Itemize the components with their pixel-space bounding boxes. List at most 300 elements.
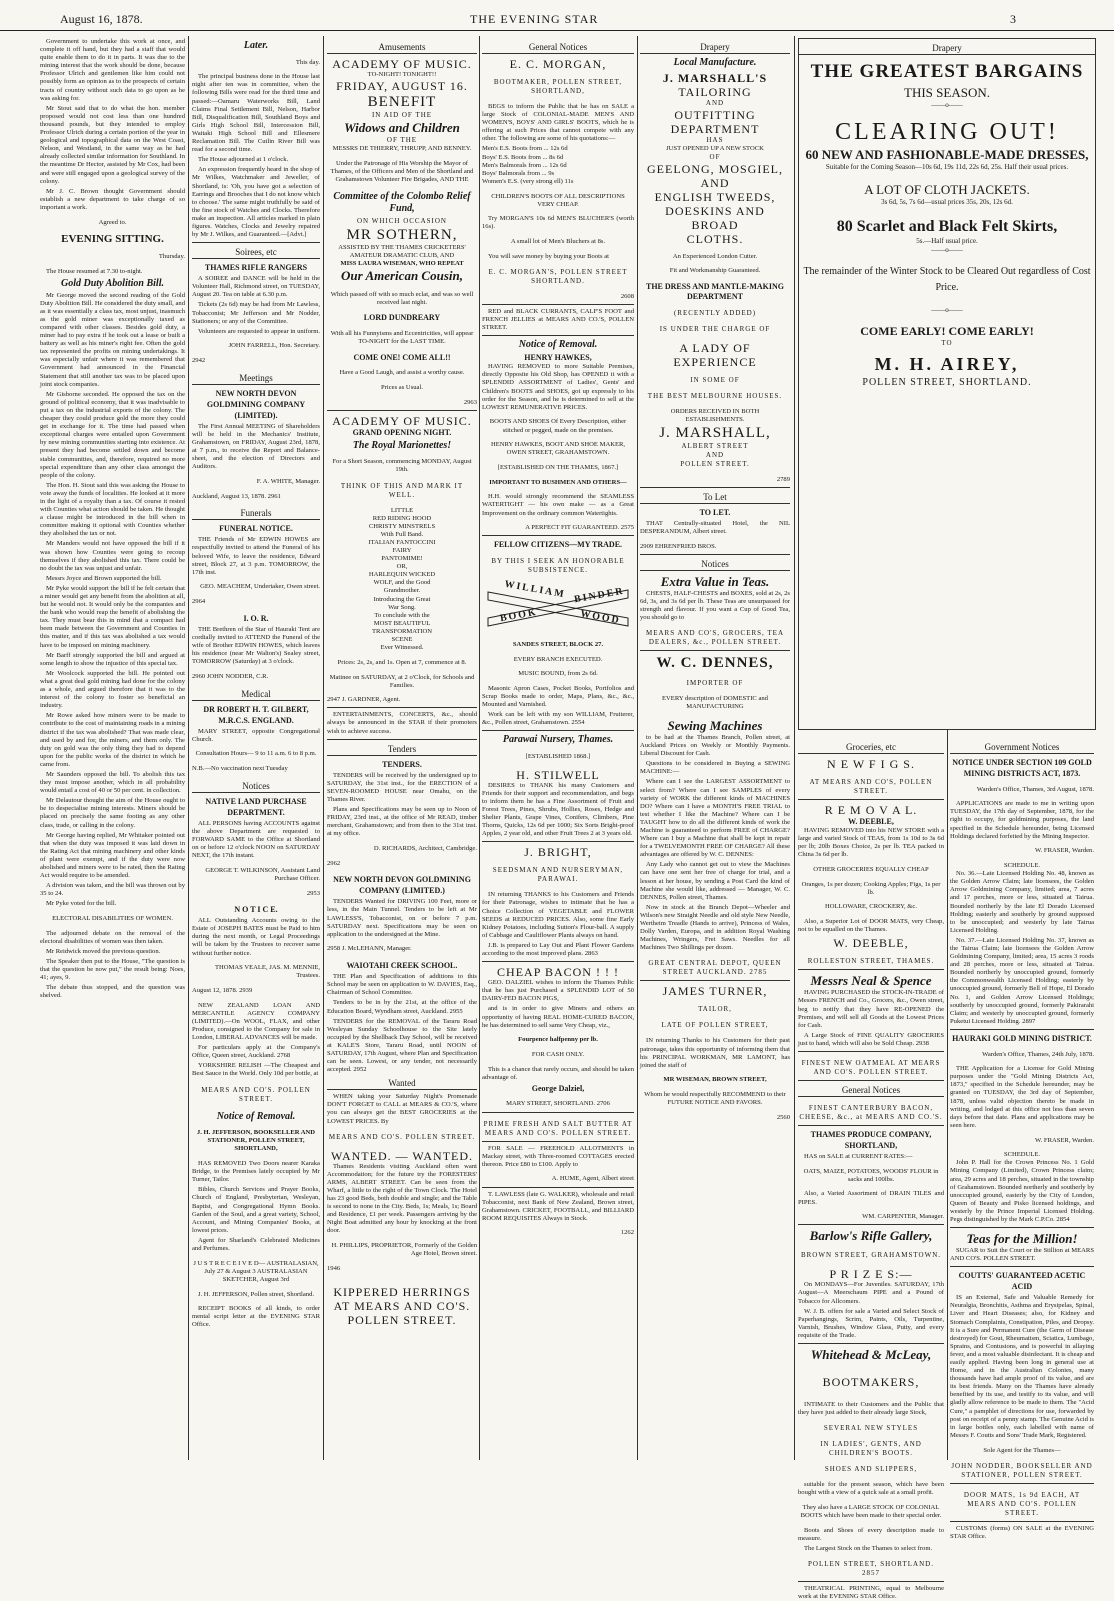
ad-heading: DR ROBERT H. T. GILBERT, M.R.C.S. ENGLAND. — [203, 704, 309, 725]
article-paragraph: Mr Woolcock supported the bill. He pointed out what a great deal gold mining had done for the colony as a whole, and argued therefore that it was to the interest of the colony to foster so beneficial an industry. — [40, 669, 185, 710]
ad-text: Volunteers are requested to appear in uniform. — [198, 327, 321, 335]
ad-signature: GEO. MEACHEM, Undertaker, Owen street. — [200, 583, 320, 591]
section-heading: Notices — [640, 558, 790, 571]
ad-heading: J. MARSHALL, — [659, 425, 771, 442]
ad-text: John P. Hall for the Crown Princess No. 1 Gold Mining Company (Limited), Crown Princess claim; area, 29 acres and 18 perches, situated in the township of Grahamstown. Bounded northerly and southerly by unoccupied ground, easterly by the City of London, Queen of Beauty and Pisko licensed holdings, and westerly by the Prince Imperial Licensed Holding. Pegs distinguished by the Mark C.P.Co. 2854 — [950, 1159, 1094, 1228]
ad-text: W. J. B. offers for sale a Varied and Select Stock of Paperhangings, Scrim, Paints, Oils, Turpentine, Varnish, Brushes, Window Glass, Putty, and every requisite of the Trade. — [798, 1308, 944, 1344]
column-rule — [323, 36, 324, 1460]
article-paragraph: Mr Reidwick moved the previous question. — [46, 947, 161, 955]
ad-heading: Notice of Removal. — [216, 1110, 296, 1122]
ad-text: YORKSHIRE RELISH —The Cheapest and Best Sauce in the World. Only 10d per bottle, at — [192, 1062, 320, 1078]
ad-text: TO-NIGHT! TONIGHT!! — [367, 71, 437, 78]
ad-heading: J. BRIGHT, — [524, 845, 592, 860]
ad-text: EVERY description of DOMESTIC and MANUFACTURING — [662, 695, 768, 711]
article-paragraph: Mr George having replied, Mr Whitaker pointed out that when the duty was imposed it was laid down in the Rating Act that mining machinery and other kinds of plant were exempt, and if the duty were now abolished and miners were to be rated, then the Rating Act would require to be amended. — [40, 831, 185, 880]
price-list-item: Men's E.S. Boots from ... 12s 6d — [482, 145, 568, 153]
ad-heading: THE GREATEST BARGAINS — [810, 61, 1084, 82]
amusements-column — [327, 38, 477, 1458]
ad-text: CHILDREN'S BOOTS OF ALL DESCRIPTIONS VERY CHEAP. — [491, 192, 625, 208]
ad-heading: TENDERS. — [382, 759, 422, 769]
ad-number: 2789 — [640, 476, 790, 488]
article-paragraph: Mr Saunders opposed the bill. To abolish this tax they must impose another, which in all probability would entail a cost of 40 or 50 per cent. in collection. — [40, 770, 185, 795]
ad-text: Any Lady who cannot get out to view the Machines can have one sent her free of charge for trial, and a lesson at her house, by sending a Post Card the kind of Machine she would like, addressed — Manager, W. C. DENNES, Pollen street, Thames. — [640, 861, 790, 901]
programme-item: Grandmother. — [383, 587, 421, 595]
ad-text: Fit and Workmanship Guaranteed. — [669, 267, 761, 275]
subheading: SCHEDULE. — [1003, 1151, 1041, 1159]
ad-text: OATS, MAIZE, POTATOES, WOODS' FLOUR in sacks and 100lbs. — [803, 1167, 939, 1183]
ad-text: For a Short Season, commencing MONDAY, August 19th. — [332, 458, 472, 474]
ad-signature: JOHN FARRELL, Hon. Secretary. — [228, 342, 320, 350]
ad-heading: TO LET. — [699, 507, 731, 517]
ad-text: [ESTABLISHED ON THE THAMES, 1867.] — [497, 463, 619, 471]
ad-number: 2560 — [776, 1113, 790, 1121]
article-paragraph: Mr Stout said that to do what the hon. member proposed would not cost less than one hundred thousand pounds, but they intended to employ Professor Ulrich during a certain portion of the year in geological and topographical data on the West Coast, Nelson, and Westland, in the same way as he had already collected similar information for Southland. In the meantime Dr Hector, assisted by Mr Cox, had been and were still engaged upon a geological survey of the colony. — [40, 104, 185, 185]
ad-heading: H. STILWELL — [516, 767, 600, 782]
price-list-item: Boys' E.S. Boots from ... 8s 6d — [482, 153, 564, 161]
ad-heading: W. C. DENNES, — [656, 655, 774, 672]
programme-item: ITALIAN FANTOCCINI — [368, 538, 436, 546]
section-heading: Drapery — [640, 41, 790, 54]
ad-text: J. H. JEFFERSON, BOOKSELLER AND STATIONER, POLLEN STREET, SHORTLAND, — [196, 1129, 316, 1153]
article-paragraph: Mr Rowe asked how miners were to be made to contribute to the cost of maintaining roads in a mining district if the tax was abolished? That was made clear, and used by and for, the miners, and them only. The duty on gold was the only thing they had to depend upon for the public works of the district in which he came from. — [40, 712, 185, 768]
ad-text: Matinee on SATURDAY, at 2 o'Clock, for Schools and Families. — [329, 673, 475, 689]
ad-heading: E. C. MORGAN, — [509, 57, 607, 71]
ad-heading: ACADEMY OF MUSIC. — [332, 413, 472, 428]
ribbon-text: BOOK — [499, 607, 539, 625]
ad-text: BOOTMAKERS, — [822, 1374, 920, 1389]
parliament-column — [40, 38, 185, 1458]
ad-heading: 80 Scarlet and Black Felt Skirts, — [836, 218, 1058, 235]
ad-text: IN LADIES', GENTS, AND CHILDREN'S BOOTS. — [820, 1440, 922, 1458]
ad-text: A LADY OF EXPERIENCE — [673, 341, 757, 370]
ad-heading: GRAND OPENING NIGHT. — [352, 427, 452, 437]
section-heading: EVENING SITTING. — [61, 233, 164, 246]
ad-text: Tickets (2s 6d) may be had from Mr Lawless, Tobacconist; Mr Jefferson and Mr Nodder, Stationers; or any of the Committee. — [192, 301, 320, 325]
ad-text: OUTFITTING — [674, 108, 756, 122]
article-paragraph: A division was taken, and the bill was thrown out by 35 to 24. — [40, 882, 185, 898]
dateline: This day. — [295, 58, 320, 66]
ad-text: FINEST NEW OATMEAL AT MEARS AND CO'S. POLLEN STREET. — [798, 1059, 944, 1081]
programme-item: TRANSFORMATION — [371, 627, 433, 635]
ad-text: INTIMATE to their Customers and the Public that they have just added to their already large Stock, — [798, 1400, 944, 1417]
ad-text: Thames Residents visiting Auckland often want Accommodation; for the future try the FORESTERS' ARMS, ALBERT STREET. Can be seen from the Wharf, a little to the right of the Town Clock. The Hotel has 23 good Beds, both double and single; and the Table is second to none in the City. Beds, 1s; Meals, 1s; Board and Residence, £1 per week. Passengers arriving by the Night Boat admitted any hour by knocking at the front door. — [327, 1162, 477, 1235]
ad-heading: FUNERAL NOTICE. — [219, 524, 293, 534]
ad-text: CUSTOMS (forms) ON SALE at the EVENING STAR Office. — [950, 1524, 1094, 1540]
ad-text: No. 36.—Late Licensed Holding No. 48, known as the Golden Arrow Claim; late licensees, the Golden Arrow Goldmining Company, limited; area, 7 acres and 17 perches, more or less, situated at Tairua. Bounded northerly by the late El Dorado Licensed Holding; easterly and southerly by ground supposed to be unoccupied; and westerly by late Tairua Licensed Holding. — [950, 870, 1094, 934]
ad-signature: MEARS AND CO'S. POLLEN STREET. — [328, 1132, 476, 1141]
ad-text: OTHER GROCERIES EQUALLY CHEAP — [813, 865, 929, 873]
ad-text: Boots and Shoes of every description made to measure. — [798, 1526, 944, 1542]
section-heading: To Let — [640, 491, 790, 504]
ad-text: Plans and Specifications may be seen up to Noon of FRIDAY, 23rd inst., at the office of Mr READ, timber merchant, Grahamstown; and from then to the 31st inst. at my office. — [327, 806, 477, 838]
price-list — [482, 145, 634, 185]
ad-text: Oranges, 1s per dozen; Cooking Apples; Figs, 1s per lb. — [801, 880, 941, 896]
ad-text: IN AID OF THE — [371, 111, 433, 120]
programme-item: LITTLE — [390, 506, 414, 514]
programme-item: CHRISTY MINSTRELS — [368, 522, 436, 530]
ad-heading: N E W F I G S. — [827, 757, 915, 771]
ribbon-text: WILLIAM — [503, 579, 567, 601]
ad-text: Try MORGAN'S 10s 6d MEN'S BLUCHER'S (worth 16s). — [482, 215, 634, 231]
article-paragraph: The House adjourned at 1 o'clock. — [198, 156, 289, 164]
ad-text: MARY STREET, opposite Congregational Church. — [192, 727, 320, 743]
ad-signature: D. RICHARDS, Architect, Cambridge. — [373, 845, 477, 852]
programme-item: Introducing the Great — [373, 595, 431, 603]
tailoring-column — [640, 38, 790, 1458]
ad-signature: GEORGE T. WILKINSON, Assistant Land Purchase Officer. — [205, 866, 320, 882]
ad-heading: ACADEMY OF MUSIC. — [332, 57, 472, 71]
issue-date: August 16, 1878. — [60, 12, 143, 26]
ad-heading: NATIVE LAND PURCHASE DEPARTMENT. — [205, 796, 307, 817]
ad-text: BEGS to inform the Public that he has on SALE a large Stock of COLONIAL-MADE MEN'S AND WOMEN'S, BOYS' AND GIRLS' BOOTS, which he is offering at such Prices that cannot compete with any other. The following are some of his quotations:— — [482, 103, 634, 143]
article-paragraph: The principal business done in the House last night after ten was in committee, when the following Bills were read for the third time and passed:—Oamaru Waterworks Bill, Land Claims Final Settlement Bill, Nelson, Harbor Bill, Disqualification Bill, Southland Boys and Girls High School Bill, Intercession Bill, Waitaki High School Bill and Ellesmere Reclamation Bill. The Cutlin River Bill was read for a second time. — [192, 73, 320, 154]
ad-text: 5s.—Half usual price. — [916, 237, 978, 245]
ad-heading: MR SOTHERN, — [346, 226, 458, 243]
section-heading: Soirees, etc — [192, 246, 320, 259]
ad-heading: THAMES PRODUCE COMPANY, SHORTLAND, — [810, 1129, 932, 1150]
ad-text: MR WISEMAN, BROWN STREET, — [663, 1076, 767, 1084]
ad-text: HAVING REMOVED to more Suitable Premises, directly Opposite his Old Shop, has OPENED it with a SPLENDID ASSORTMENT of Ladies', Gents' and Children's BOOTS and SHOES, got up expressly to his order for the Season, and he is determined to sell at the LOWEST REMUNERATIVE PRICES. — [482, 363, 634, 411]
ad-number: 1262 — [620, 1229, 634, 1237]
ad-text: Have a Good Laugh, and assist a worthy cause. — [339, 369, 465, 377]
ad-heading: CHEAP BACON ! ! ! — [497, 965, 619, 980]
ad-text: A SOIREE and DANCE will be held in the Volunteer Hall, Richmond street, on TUESDAY, August 20. Tea on table at 6.30 p.m. — [192, 275, 320, 299]
programme-item: War Song. — [388, 603, 416, 611]
programme-item: OR, — [396, 563, 408, 571]
ad-heading: Local Manufacture. — [673, 57, 757, 68]
bill-heading: Gold Duty Abolition Bill. — [61, 277, 164, 289]
ad-heading: FELLOW CITIZENS—MY TRADE. — [493, 540, 623, 550]
ad-heading: R E M O V A L. — [824, 803, 918, 817]
newspaper-title: THE EVENING STAR — [470, 12, 599, 26]
ad-text: THAT Centrally-situated Hotel, the NIL DESPERANDUM, Albert street. — [640, 519, 790, 536]
ad-text: HAS on SALE at CURRENT RATES:— — [804, 1152, 913, 1160]
ad-text: FOR SALE — FREEHOLD ALLOTMENTS in Mackay street, with Three-roomed COTTAGES erected thereon. Price £80 to £100. Apply to — [482, 1144, 634, 1168]
ad-text: SUGAR to Suit the Court or the Stillion at MEARS AND CO'S. POLLEN STREET. — [950, 1247, 1094, 1267]
ad-heading: WAIOTAHI CREEK SCHOOL. — [346, 961, 458, 971]
section-heading: Funerals — [192, 507, 320, 520]
programme-item: RED RIDING HOOD — [372, 514, 432, 522]
ad-heading: JAMES TURNER, — [662, 984, 768, 999]
ad-text: PRIME FRESH AND SALT BUTTER AT MEARS AND CO'S. POLLEN STREET. — [482, 1120, 634, 1142]
ad-text: ENGLISH TWEEDS, — [654, 190, 776, 205]
programme-item: HARLEQUIN WICKED — [368, 571, 436, 579]
ad-text: IN returning Thanks to his Customers for their past patronage, takes this opportunity of informing them that his PRINCIPAL WORKMAN, MR LAMONT, has joined the staff of — [640, 1037, 790, 1069]
ad-text: Masonic Apron Cases, Pocket Books, Portfolios and Scrap Books made to order, Maps, Plans, &c., &c., Mounted and Varnished. — [482, 684, 634, 709]
ad-text: HAVING REMOVED into his NEW STORE with a large and varied Stock of TEAS, from 1s 10d to 3s 6d per lb; 20lb Boxes Choice, 2s per lb. TEA packed in China 3s 6d per lb. — [798, 827, 944, 859]
ribbon-text: BINDER — [573, 585, 626, 606]
section-heading: Notices — [192, 780, 320, 793]
ad-text: DOOR MATS, 1s 9d EACH, AT MEARS AND CO'S. POLLEN STREET. — [950, 1491, 1094, 1522]
ad-number: Auckland, August 13, 1878. 2961 — [192, 492, 281, 500]
ad-heading: BENEFIT — [367, 94, 437, 111]
ad-number: 2963 — [327, 399, 477, 411]
ad-text: Where can I see the LARGEST ASSORTMENT to select from? Where can I see SAMPLES of every variety of WORK the different kinds of MACHINES DO? Where can I have a MONTH'S FREE TRIAL to test whether I like the Machine? Where can I be TAUGHT how to do all the different kinds of work the Machine is guaranteed to perform FREE of CHARGE? Where can I buy a Machine that shall be kept in repair for a TWELVEMONTH FREE OF CHARGE? All these advantages are offered by W. C. DENNES: — [640, 778, 790, 859]
ad-text: Sole Agent for the Thames— — [983, 1446, 1061, 1454]
section-heading: Later. — [243, 40, 269, 51]
ad-text: Now in stock at the Branch Depot—Wheeler and Wilson's new Straight Needle and old style New Needle, Wertheim Treadle (Hands to arrive), Princess of Wales, Dolly Varden, Europa, and in addition Royal Washing Machines, Wringers, Fret Saws. Needles for all Machines Two Shillings per dozen. — [640, 903, 790, 952]
ad-text: HAVING PURCHASED the STOCK-IN-TRADE of Messrs FRENCH and Co., Grocers, &c., Owen street, beg to notify that they have RE-OPENED the Premises, and will sell all Goods at the Lowest Prices for Cash. — [798, 989, 944, 1029]
ad-text: Agent for Sharland's Celebrated Medicines and Perfumes. — [192, 1236, 320, 1252]
ad-text: ENTERTAINMENTS, CONCERTS, &c., should always be announced in the STAR if their promoters wish to achieve success. — [327, 711, 477, 739]
ad-text: Prices as Usual. — [381, 383, 423, 391]
ad-text: TAILORING — [678, 85, 752, 99]
ad-text: APPLICATIONS are made to me in writing upon TUESDAY, the 17th day of September, 1878, for the right to occupy, for goldmining purposes, the land specified in the Schedule hereunder, being Licensed Holdings declared forfeited by the Mining Inspector. — [950, 800, 1094, 840]
article-paragraph: Mr J. C. Brown thought Government should establish a new department to take charge of so important a work. — [40, 187, 185, 211]
ad-signature: MEARS AND CO'S, GROCERS, TEA DEALERS, &c., POLLEN STREET. — [640, 629, 790, 651]
programme-item: FAIRY — [392, 547, 412, 554]
article-paragraph: Mr Pyke would support the bill if he felt certain that a miner would get any benefit from the abolition at all, but he would not. It would only be the companies and the bank who would reap the benefit of abolishing the tax. They must bear this in mind that a compact had been made between the Government and Counties in this matter, and if this tax was abolished a tax would have to be imposed on mining machinery. — [40, 584, 185, 649]
ad-text: OF — [709, 153, 721, 162]
ad-text: FOR CASH ONLY. — [531, 1050, 585, 1058]
ad-text: TAILOR, — [698, 1005, 732, 1014]
ad-signature: F. A. WHITE, Manager. — [256, 477, 320, 485]
page-number: 3 — [1010, 12, 1016, 26]
ad-heading: Notice of Removal. — [518, 339, 598, 351]
column-rule — [188, 36, 189, 1460]
column-rule — [947, 730, 948, 1460]
section-heading: Drapery — [799, 42, 1095, 55]
ad-signature: J. H. JEFFERSON, Pollen street, Shortland. — [197, 1290, 315, 1298]
ad-text: BOOTMAKER, POLLEN STREET, SHORTLAND, — [493, 78, 623, 95]
ad-text: 60 NEW AND FASHIONABLE-MADE DRESSES, — [805, 147, 1089, 162]
article-paragraph: The adjourned debate on the removal of the electoral disabilities of women was then taken. — [40, 929, 185, 945]
price-list-item: Men's Balmorals from ... 12s 6d — [482, 161, 567, 169]
ad-text: J.B. is prepared to Lay Out and Plant Flower Gardens according to the most improved plans. 2863 — [482, 942, 634, 962]
ad-text: IN returning THANKS to his Customers and Friends for their Patronage, wishes to intimate that he has a Choice Collection of VEGETABLE and FLOWER SEEDS at REDUCED PRICES. Also, some fine Early Kidney Potatoes, including Sutton's Flour-ball. A supply of Cabbage and Cauliflower Plants always on hand. — [482, 891, 634, 939]
ad-text: [ESTABLISHED 1868.] — [525, 753, 591, 761]
masthead — [0, 0, 1114, 31]
ad-text: Also, a Varied Assortment of DRAIN TILES and PIPES. — [798, 1190, 944, 1206]
ad-text: N.B.—No vaccination next Tuesday — [192, 764, 288, 772]
article-paragraph: The House resumed at 7.30 to-night. — [46, 267, 143, 275]
ad-text: IS an External, Safe and Valuable Remedy for Neuralgia, Bronchitis, Asthma and Erysipelas, Spinal, Liver and Heart Diseases; also, for Kidney and Stomach Complaints, Constipation, Piles, and Dropsy. It is a Sure and Permanent Cure (the Germ of Disease destroyed) for Gout, Rheumatism, Sciatica, Lumbago, Sprains, and Contusions, and is powerful in allaying fever, and a most valuable disinfectant. It is cheap and easily applied. Having been long in general use at Home, and in the Australian Colonies, many thousands have had ample proof of its value, and are its best friends. Many on the Thames have already benefited by its use, and testify to its value, and will gladly allow reference to be made to them. The "Acid Cure," a pamphlet of directions for use, forwarded by post on receipt of a penny stamp. The Genuine Acid is in large bottles only, each labelled with name of Messrs F. Coutts and Sons' Trade Mark, Registered. — [950, 1294, 1094, 1439]
ad-text: This is a chance that rarely occurs, and should be taken advantage of. — [482, 1065, 634, 1081]
ad-heading: CLEARING OUT! — [835, 119, 1059, 145]
ad-signature: W. FRASER, Warden. — [1035, 847, 1094, 855]
ad-text: suitable for the present season, which have been bought with a view of a quick sale at a small profit. — [798, 1481, 944, 1497]
ad-heading: COME EARLY! COME EARLY! — [860, 324, 1034, 338]
government-notices-column — [950, 738, 1094, 1540]
ad-text: DESIRES to THANK his many Customers and Friends for their support and recommendation, and begs to inform them he has a Fine Assortment of Fruit and Forest Trees, Pines, Shrubs, Hollies, Roses, Hedge and Shelter Plants, Grape Vines, Conifers, Climbers, Pine Thorns, Quicks, 12s 6d per 1000; Six Sorts Bright-proof Apples, 2 year old, and other Fruit Trees 2 at 3 years old. — [482, 782, 634, 843]
ad-heading: I. O. R. — [243, 613, 269, 623]
ad-text: THE Plan and Specification of additions to this School may be seen on application to W. DAVIES, Esq., Chairman of School Committee. — [327, 973, 477, 997]
ad-text: OF THE — [386, 136, 418, 145]
ad-text: HAS REMOVED Two Doors nearer Karaka Bridge, to the Premises lately occupied by Mr Turner, Tailor. — [192, 1160, 320, 1184]
ad-text: RECEIPT BOOKS of all kinds, to order mental script letter at the EVENING STAR Office. — [192, 1305, 320, 1329]
ad-text: IN SOME OF — [690, 376, 740, 385]
ad-signature: THOMAS VEALE, JAS. M. MENNIE, Trustees. — [214, 964, 320, 980]
ad-number: 2608 — [482, 293, 634, 305]
dateline: Warden's Office, Thames, 24th July, 1878. — [982, 1050, 1094, 1058]
ad-text: ON WHICH OCCASION — [357, 216, 447, 225]
ad-signature: 2909 EHRENFRIED BROS. — [640, 543, 790, 555]
ad-text: TENDERS Wanted for DRIVING 100 Feet, more or less, in the Main Tunnel. Tenders to be left at Mr LAWLESS'S, Tobacconist, on or before 7 p.m. SATURDAY next. Specifications may be seen on application to the undersigned at the Mine. — [327, 898, 477, 938]
ad-text: WHEN taking your Saturday Night's Promenade DON'T FORGET to CALL at MEARS & CO.'S, where you can always get the BEST GROCERIES at the LOWEST PRICES. By — [327, 1093, 477, 1125]
ad-text: THE Friends of Mr EDWIN HOWES are respectfully invited to attend the Funeral of his beloved Wife, to leave the residence, Edward street, Block 27, at 3 p.m. TOMORROW, the 17th inst. — [192, 536, 320, 576]
ad-text: Tenders to be in by the 21st, at the office of the Education Board, Wyndham street, Auckland. 2955 — [327, 999, 477, 1015]
ad-heading: FRIDAY, AUGUST 16. — [336, 79, 468, 94]
ad-text: On MONDAYS—For Juveniles. SATURDAY, 17th August—A Meerschaum PIPE and a Pound of Tobacco for Allcomers. — [798, 1281, 944, 1305]
ad-text: H.H. would strongly recommend the SEAMLESS WATERTIGHT — his own make — as a Great Improvement on the ordinary common Watertights. — [482, 493, 634, 517]
ad-text: THE BEST MELBOURNE HOUSES. — [647, 392, 783, 401]
ad-signature: E. C. MORGAN'S, POLLEN STREET SHORTLAND. — [488, 267, 628, 285]
ad-heading: THAMES RIFLE RANGERS — [204, 263, 308, 273]
ad-heading: NEW NORTH DEVON GOLDMINING COMPANY (LIMITED.) — [333, 875, 471, 896]
ad-text: SEEDSMAN AND NURSERYMAN, PARAWAI. — [492, 866, 624, 884]
section-heading: Meetings — [192, 372, 320, 385]
ad-heading: J. MARSHALL'S — [662, 71, 768, 85]
column-rule — [637, 36, 638, 1460]
ad-text: GEELONG, MOSGIEL, AND — [647, 162, 783, 191]
ad-text: CLOTHS. — [686, 232, 744, 247]
ad-text: HOLLOWARE, CROCKERY, &c. — [824, 903, 917, 911]
ad-heading: THE DRESS AND MANTLE-MAKING DEPARTMENT — [645, 282, 784, 302]
ad-text: J U S T R E C E I V E D— AUSTRALASIAN, July 27 & August 3 AUSTRALASIAN SKETCHER, August 3rd — [193, 1259, 319, 1283]
ad-text: They also have a LARGE STOCK OF COLONIAL BOOTS which have been made to their special order. — [800, 1503, 942, 1520]
ad-heading: W. DEEBLE, — [833, 936, 909, 951]
ad-heading: NOTICE UNDER SECTION 109 GOLD MINING DISTRICTS ACT, 1873. — [952, 758, 1092, 778]
ribbon-text: WOOD — [579, 608, 622, 627]
ad-text: AND — [705, 451, 725, 460]
ad-text: THE Application for a License for Gold Mining purposes under the "Gold Mining Districts Act, 1873," specified in the Schedule hereunder, may be granted on TUESDAY, the 3rd day of September, 1878, unless valid objection thereto be made in writing, and lodged at this office not less than seven days before that date. Plans and applications may be seen here. — [950, 1065, 1094, 1129]
ad-text: You will save money by buying your Boots at — [488, 252, 609, 260]
ad-number: 1946 — [327, 1264, 341, 1272]
column-rule — [479, 36, 480, 1460]
programme-item: MOST BEAUTIFUL — [373, 619, 431, 627]
ad-text: Questions to be considered in Buying a SEWING MACHINE:— — [640, 760, 790, 776]
ad-text: TENDERS for the REMOVAL of the Tararu Road Wesleyan Sunday Schoolhouse to the Site lately occupied by the Shellback Day School, will be received at KALE'S Store, Tararu Road, until NOON of SATURDAY, 17th August, where Plan and Specification can be seen. Lowest, or any tender, not necessarily accepted. 2952 — [327, 1017, 477, 1074]
ad-heading: M. H. AIREY, — [874, 354, 1020, 374]
ad-text: A PERFECT FIT GUARANTEED. 2575 — [482, 524, 634, 536]
ad-text: The First Annual MEETING of Shareholders will be held in the Mechanics' Institute, Grahamstown, on FRIDAY, August 23rd, 1878, at 7 p.m., to receive the Report and Balance-sheet, and the election of Directors and Auditors. — [192, 422, 320, 471]
ad-text: MESSRS DE THIERRY, THRUPP, AND BENNEY. — [332, 145, 472, 153]
ad-text: Fourpence halfpenny per lb. — [518, 1036, 598, 1044]
ad-heading: COME ONE! COME ALL!! — [353, 352, 451, 362]
ad-text: The remainder of the Winter Stock to be Cleared Out regardless of Cost Price. — [803, 266, 1091, 293]
ad-text: IS UNDER THE CHARGE OF — [659, 325, 771, 334]
ad-text: THE Brethren of the Star of Hauraki Tent are cordially invited to ATTEND the Funeral of the wife of Brother EDWIN HOWES, which leaves his residence (near Mr Walton's) Sealey street, TOMORROW (Saturday) at 3 o'clock. — [192, 625, 320, 666]
clearance-sale-ad — [798, 38, 1096, 730]
ad-text: Prices: 2s, 2s, and 1s. Open at 7, commence at 8. — [337, 658, 467, 666]
ad-text: Work can be left with my son WILLIAM, Fruiterer, &c., Pollen street, Grahamstown. 2554 — [482, 711, 634, 731]
ad-text: AND — [705, 99, 725, 107]
ad-heading: Whitehead & McLeay, — [810, 1346, 932, 1362]
ornament-divider: ——o—— — [931, 246, 963, 254]
ad-text: An Experienced London Cutter. — [672, 252, 758, 260]
ad-text: Suitable for the Coming Season—10s 6d, 19s 11d, 22s 6d, 25s. Half their usual prices. — [825, 163, 1069, 171]
ad-text: BY THIS I SEEK AN HONORABLE SUBSISTENCE. — [491, 557, 625, 575]
ad-number: 2964 — [192, 598, 206, 606]
programme-item: SCENE — [391, 636, 413, 644]
programme-item: PANTOMIME! — [381, 555, 423, 563]
ad-text: CHESTS, HALF-CHESTS and BOXES, sold at 2s, 2s 6d, 3s, and 3s 6d per lb. These Teas are unsurpassed for strength and flavour. If you want a Cup of Good Tea, you should go to — [640, 589, 790, 622]
dateline: Thursday. — [158, 252, 185, 260]
ad-heading: COUTTS' GUARANTEED ACETIC ACID — [958, 1271, 1086, 1292]
article-paragraph: Mr Manders would not have opposed the bill if it was shown how Counties were going to recoup themselves if they abolished this tax. There could be no doubt the tax was unjust and unfair. — [40, 540, 185, 572]
ad-text: POLLEN STREET. — [680, 460, 750, 469]
ad-signature: 2958 J. McLEHANN, Manager. — [327, 945, 412, 953]
programme-item: With Full Band. — [380, 530, 424, 538]
ad-signature: WM. CARPENTER, Manager. — [798, 1213, 944, 1225]
subheading: ELECTORAL DISABILITIES OF WOMEN. — [52, 915, 173, 923]
ad-text: MISS LAURA WISEMAN, WHO REPEAT — [340, 259, 464, 267]
ad-heading: The Royal Marionettes! — [352, 439, 452, 451]
section-heading: Amusements — [327, 41, 477, 54]
ad-heading: KIPPERED HERRINGS AT MEARS AND CO'S. POLLEN STREET. — [333, 1284, 471, 1327]
programme-item: WOLF, and the Good — [373, 579, 431, 587]
ornament-divider: ——o—— — [931, 101, 963, 109]
article-paragraph: Mr Barff strongly supported the bill and argued at some length to show the injustice of this special tax. — [40, 651, 185, 667]
section-heading: General Notices — [482, 41, 634, 54]
ad-text: THINK OF THIS AND MARK IT WELL. — [340, 481, 464, 499]
ad-heading: WANTED. — WANTED. — [330, 1148, 474, 1163]
ad-text: ALBERT STREET — [681, 442, 749, 451]
ad-heading: Messrs Neal & Spence — [810, 973, 932, 989]
ad-text: to be had at the Thames Branch, Pollen street, at Auckland Prices on Weekly or Monthly Payments. Liberal Discount for Cash. — [640, 733, 790, 758]
ad-heading: HAURAKI GOLD MINING DISTRICT. — [952, 1033, 1092, 1043]
section-heading: Groceries, etc — [798, 741, 944, 754]
advertisement: An expression frequently heard in the shop of Mr Wilkes, Watchmaker and Jeweller, of Shortland, is: 'Oh, you have got a selection of Earrings and Brooches that I do not know which to choose.' The same might truthfully be said of the fine stock of Watches and Clocks. Therefore make an inspection. All articles marked in plain figures. Watches, Clocks and Jewelry repaired by Mr J. Wilkes, and Guaranteed.—[Advt.] — [192, 166, 320, 243]
ad-number: August 12, 1878. 2939 — [192, 987, 253, 995]
ad-heading: P R I Z E S:— — [829, 1267, 913, 1282]
article-paragraph: The debate thus stopped, and the question was shelved. — [40, 984, 185, 1000]
article-paragraph: Messrs Joyce and Brown supported the bill. — [46, 574, 162, 582]
ad-text: DOESKINS AND BROAD — [665, 204, 765, 233]
ad-text: Whom he would respectfully RECOMMEND to their FUTURE NOTICE AND FAVORS. — [644, 1091, 786, 1107]
ad-heading: W. DEEBLE, — [848, 817, 894, 826]
ad-signature: H. PHILLIPS, PROPRIETOR, Formerly of the Golden Age Hotel, Brown street. — [331, 1242, 477, 1258]
section-heading: Tenders — [327, 743, 477, 756]
ad-heading: Our American Cousin, — [341, 267, 463, 283]
ad-text: THIS SEASON. — [904, 85, 990, 100]
ad-text: (RECENTLY ADDED) — [673, 309, 757, 318]
ad-text: Also, a Superior Lot of DOOR MATS, very Cheap, not to be equalled on the Thames. — [798, 918, 944, 934]
ad-heading: N O T I C E. — [234, 905, 278, 915]
programme-item: To conclude with the — [374, 611, 430, 619]
ad-text: Which passed off with so much eclat, and was so well received last night. — [330, 290, 474, 306]
section-heading: General Notices — [798, 1084, 944, 1097]
ad-text: ALL Outstanding Accounts owing to the Estate of JOSEPH BATES must be Paid to him during the next month, or Legal Proceedings will be taken by the Trustees to recover same without further notice. — [192, 917, 320, 957]
ad-text: IMPORTER OF — [686, 679, 744, 688]
ad-signature: HENRY HAWKES, BOOT AND SHOE MAKER, OWEN STREET, GRAHAMSTOWN. — [490, 441, 626, 457]
ad-signature: MEARS AND CO'S. POLLEN STREET. — [201, 1085, 311, 1103]
programme-list — [327, 507, 477, 653]
ad-text: TENDERS will be received by the undersigned up to SATURDAY, the 31st inst., for the ERECTION of a SEVEN-ROOMED HOUSE near Omahu, on the Thames River. — [327, 771, 477, 803]
ad-text: EVERY BRANCH EXECUTED. — [513, 655, 603, 663]
price-list-item: Boys' Balmorals from ... 9s — [482, 169, 555, 177]
ad-text: Consultation Hours— 9 to 11 a.m. 6 to 8 p.m. — [195, 750, 317, 758]
ad-signature: MARY STREET, SHORTLAND. 2706 — [482, 1100, 634, 1112]
article-paragraph: The Hon. H. Stout said this was asking the House to vote away the funds of localities. He looked at it more in the light of a royalty than a tax. Of course it rested with Counties what action should be taken. He thought a clause might be introduced in the bill when in committee making it optional with Counties whether they abolished the tax or not. — [40, 481, 185, 538]
ad-text: The Largest Stock on the Thames to select from. — [804, 1544, 933, 1552]
ad-heading: Parawai Nursery, Thames. — [502, 734, 614, 746]
ad-text: 3s 6d, 5s, 7s 6d—usual prices 35s, 20s, 12s 6d. — [881, 198, 1013, 206]
ad-heading: NEW NORTH DEVON GOLDMINING COMPANY (LIMITED). — [206, 388, 306, 420]
section-heading: Wanted — [327, 1077, 477, 1090]
ad-heading: Widows and Children — [344, 120, 460, 136]
ad-heading: George Dalziel, — [531, 1083, 585, 1093]
ornament-divider: ——o—— — [931, 306, 963, 314]
ad-text: SEVERAL NEW STYLES — [823, 1424, 919, 1433]
article-paragraph: Mr George moved the second reading of the Gold Duty Abolition Bill. He considered the duty small, and as it was essentially a class tax, most unjust, inasmuch as the gold miner was exceptionally taxed as compared with other classes. Besides gold duty, a miner had to pay extra if he took out a lease or built a battery as well as his miner's right fee. Often the gold tax represented the profits on mining undertakings. It was especially unfair where it was remembered that Government had announced in the Financial Statement that still another tax was to be placed upon joint stock companies. — [40, 291, 185, 388]
ad-text: Under the Patronage of His Worship the Mayor of Thames, of the Officers and Men of the Shortland and Grahamstown Volunteer Fire Brigades, AND THE — [330, 159, 474, 183]
ad-text: THEATRICAL PRINTING, equal to Melbourne work at the EVENING STAR Office. — [798, 1585, 944, 1601]
ad-text: SANDES STREET, BLOCK 27. — [512, 640, 604, 648]
article-paragraph: Mr Gisborne seconded. He opposed the tax on the ground of political economy, that it was inadvisable to put a tax on the industrial exports of the colony. The cheaper they could produce gold the more they could get in exchange for it. The time had passed when exceptional charges were entailed upon Government by new mining communities starting into existence. At present they had become settled down and become stable communities, and, therefore, required no more special expenditure than any other class amongst the people of the colony. — [40, 390, 185, 479]
ad-text: A Large Stock of FINE QUALITY GROCERIES just to hand, which will also be Sold Cheap. 2938 — [798, 1032, 944, 1052]
ad-text: With all his Funnyisms and Eccentricities, will appear TO-NIGHT for the LAST TIME. — [330, 329, 474, 345]
